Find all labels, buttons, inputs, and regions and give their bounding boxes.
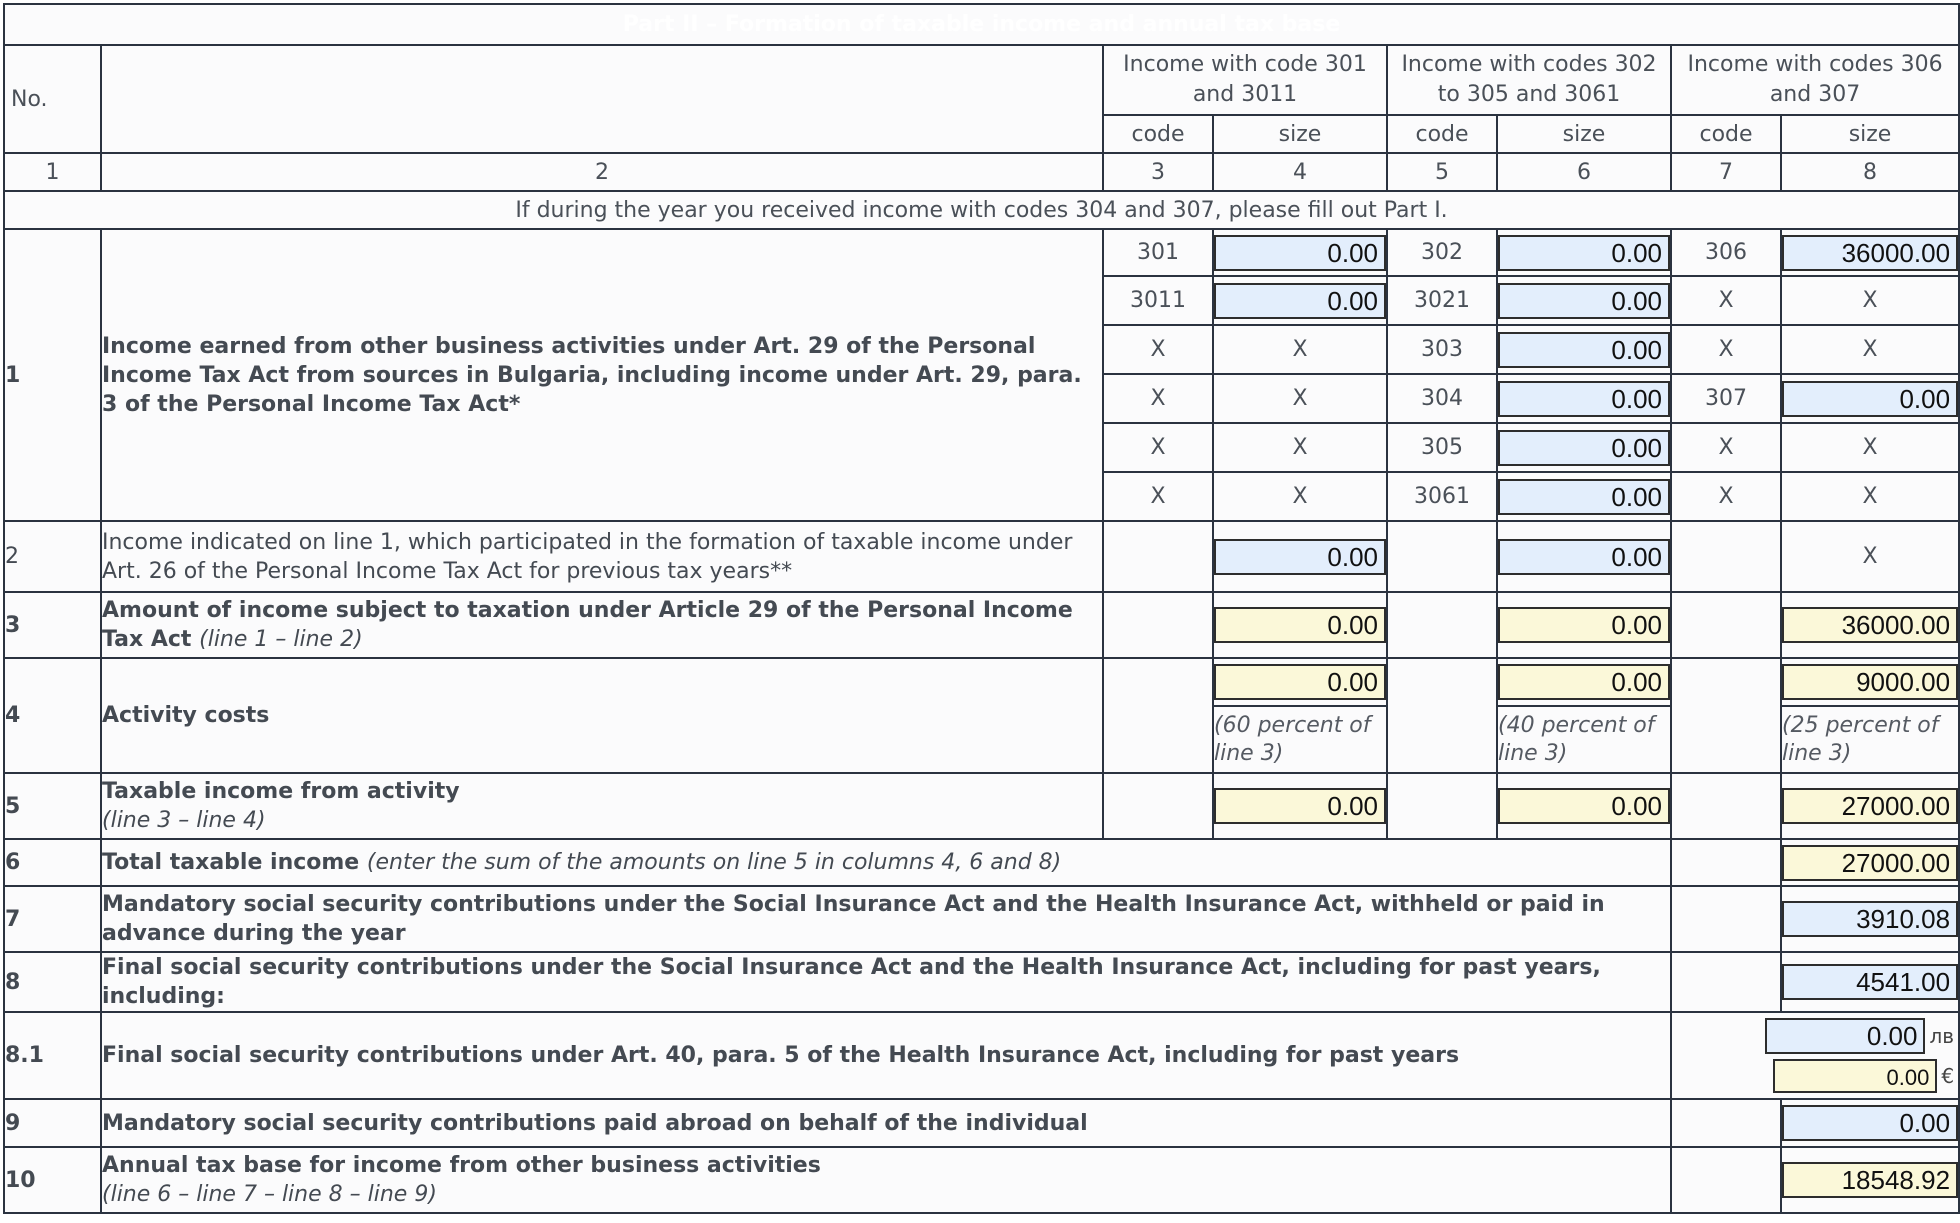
code-cell: 301: [1103, 229, 1213, 276]
not-applicable-cell: X: [1781, 276, 1959, 325]
row-number: 5: [4, 773, 101, 839]
header-code: code: [1103, 115, 1213, 153]
row5-description: [101, 773, 1103, 839]
header-code: code: [1387, 115, 1497, 153]
code-cell: 3061: [1387, 472, 1497, 521]
row81-eur-value: 0.00: [1773, 1059, 1937, 1093]
not-applicable-cell: X: [1781, 423, 1959, 472]
income-3061-input[interactable]: 0.00: [1498, 479, 1670, 515]
income-305-input[interactable]: 0.00: [1498, 430, 1670, 466]
row4-col4-value: 0.00: [1214, 664, 1386, 700]
not-applicable-cell: X: [1213, 423, 1387, 472]
not-applicable-cell: X: [1781, 521, 1959, 592]
contributions-abroad-input[interactable]: 0.00: [1782, 1105, 1958, 1141]
empty-cell: [1671, 773, 1781, 839]
not-applicable-cell: X: [1213, 325, 1387, 374]
empty-cell: [1671, 1147, 1781, 1213]
empty-cell: [1671, 1099, 1781, 1147]
empty-cell: [1671, 839, 1781, 886]
income-307-input[interactable]: 0.00: [1782, 381, 1958, 417]
header-code: code: [1671, 115, 1781, 153]
empty-cell: [1103, 521, 1213, 592]
empty-cell: [1387, 521, 1497, 592]
code-cell: 3011: [1103, 276, 1213, 325]
row81-values-cell: [1671, 1012, 1959, 1099]
row3-col6-value: 0.00: [1498, 607, 1670, 643]
row5-formula: (line 3 – line 4): [102, 808, 266, 833]
row3-description: [101, 592, 1103, 658]
row6-formula: (enter the sum of the amounts on line 5 in columns 4, 6 and 8): [366, 850, 1062, 875]
column-number: 8: [1781, 153, 1959, 191]
not-applicable-cell: X: [1103, 423, 1213, 472]
empty-cell: [1103, 773, 1213, 839]
header-group-306: Income with codes 306 and 307: [1671, 45, 1959, 115]
row3-label: Amount of income subject to taxation under Article 29 of the Personal Income Tax Act: [102, 598, 1073, 652]
column-number: 7: [1671, 153, 1781, 191]
not-applicable-cell: X: [1671, 472, 1781, 521]
row2-col4-input[interactable]: 0.00: [1214, 539, 1386, 575]
not-applicable-cell: X: [1213, 374, 1387, 423]
code-cell: 306: [1671, 229, 1781, 276]
row81-description: Final social security contributions under Art. 40, para. 5 of the Health Insurance Act, including for past years: [101, 1012, 1671, 1099]
not-applicable-cell: X: [1103, 472, 1213, 521]
header-description: [101, 45, 1103, 153]
code-cell: 302: [1387, 229, 1497, 276]
empty-cell: [1103, 592, 1213, 658]
not-applicable-cell: X: [1671, 276, 1781, 325]
empty-cell: [1671, 658, 1781, 773]
total-taxable-income-value: 27000.00: [1782, 845, 1958, 881]
eur-currency-label: €: [1941, 1063, 1955, 1088]
income-3021-input[interactable]: 0.00: [1498, 283, 1670, 319]
row4-col8-value: 9000.00: [1782, 664, 1958, 700]
not-applicable-cell: X: [1781, 472, 1959, 521]
code-cell: 307: [1671, 374, 1781, 423]
row3-col8-value: 36000.00: [1782, 607, 1958, 643]
not-applicable-cell: X: [1781, 325, 1959, 374]
row3-formula: (line 1 – line 2): [199, 627, 363, 652]
row9-description: Mandatory social security contributions paid abroad on behalf of the individual: [101, 1099, 1671, 1147]
empty-cell: [1671, 521, 1781, 592]
code-cell: 304: [1387, 374, 1497, 423]
part2-table: [3, 3, 1960, 1214]
code-cell: 305: [1387, 423, 1497, 472]
row4-col4-note: (60 percent of line 3): [1213, 706, 1387, 773]
empty-cell: [1103, 658, 1213, 773]
column-number: 5: [1387, 153, 1497, 191]
row6-label: Total taxable income: [102, 850, 360, 875]
empty-cell: [1387, 773, 1497, 839]
row2-description: Income indicated on line 1, which participated in the formation of taxable income under Art. 26 of the Personal Income Tax Act for previous tax years**: [101, 521, 1103, 592]
header-group-302: Income with codes 302 to 305 and 3061: [1387, 45, 1671, 115]
row4-col8-note: (25 percent of line 3): [1781, 706, 1959, 773]
row2-col6-input[interactable]: 0.00: [1498, 539, 1670, 575]
header-group-301: Income with code 301 and 3011: [1103, 45, 1387, 115]
empty-cell: [1671, 886, 1781, 952]
row-number: 1: [4, 229, 101, 521]
column-number: 6: [1497, 153, 1671, 191]
empty-cell: [1387, 592, 1497, 658]
column-number: 2: [101, 153, 1103, 191]
row5-label: Taxable income from activity: [102, 779, 460, 804]
row10-formula: (line 6 – line 7 – line 8 – line 9): [102, 1182, 437, 1207]
row-number: 7: [4, 886, 101, 952]
column-number: 1: [4, 153, 101, 191]
row5-col4-value: 0.00: [1214, 788, 1386, 824]
code-cell: 303: [1387, 325, 1497, 374]
annual-tax-base-value: 18548.92: [1782, 1162, 1958, 1198]
contributions-advance-input[interactable]: 3910.08: [1782, 901, 1958, 937]
row10-description: [101, 1147, 1671, 1213]
row-number: 10: [4, 1147, 101, 1213]
row4-col6-note: (40 percent of line 3): [1497, 706, 1671, 773]
column-number: 3: [1103, 153, 1213, 191]
income-301-input[interactable]: 0.00: [1214, 235, 1386, 271]
income-306-input[interactable]: 36000.00: [1782, 235, 1958, 271]
income-302-input[interactable]: 0.00: [1498, 235, 1670, 271]
row10-label: Annual tax base for income from other business activities: [102, 1153, 821, 1178]
row4-col6-value: 0.00: [1498, 664, 1670, 700]
row7-description: Mandatory social security contributions under the Social Insurance Act and the Health Insurance Act, withheld or paid in advance during the year: [101, 886, 1671, 952]
row4-description: Activity costs: [101, 658, 1103, 773]
row81-bgn-input[interactable]: 0.00: [1765, 1018, 1925, 1054]
row-number: 9: [4, 1099, 101, 1147]
code-cell: 3021: [1387, 276, 1497, 325]
not-applicable-cell: X: [1213, 472, 1387, 521]
row-number: 2: [4, 521, 101, 592]
final-contributions-input[interactable]: 4541.00: [1782, 964, 1958, 1000]
header-size: size: [1497, 115, 1671, 153]
bgn-currency-label: лв: [1929, 1023, 1955, 1048]
income-304-input[interactable]: 0.00: [1498, 381, 1670, 417]
row-number: 8: [4, 952, 101, 1012]
header-size: size: [1781, 115, 1959, 153]
row6-description: [101, 839, 1671, 886]
not-applicable-cell: X: [1671, 325, 1781, 374]
empty-cell: [1671, 952, 1781, 1012]
part1-notice: If during the year you received income with codes 304 and 307, please fill out Part I.: [4, 191, 1959, 229]
empty-cell: [1387, 658, 1497, 773]
not-applicable-cell: X: [1671, 423, 1781, 472]
section-title: Part II – Formation of taxable income and annual tax base: [4, 4, 1959, 45]
not-applicable-cell: X: [1103, 374, 1213, 423]
header-no: No.: [4, 45, 101, 153]
header-size: size: [1213, 115, 1387, 153]
row8-description: Final social security contributions under the Social Insurance Act and the Health Insurance Act, including for past years, including:: [101, 952, 1671, 1012]
income-303-input[interactable]: 0.00: [1498, 332, 1670, 368]
not-applicable-cell: X: [1103, 325, 1213, 374]
row5-col8-value: 27000.00: [1782, 788, 1958, 824]
income-3011-input[interactable]: 0.00: [1214, 283, 1386, 319]
row-number: 6: [4, 839, 101, 886]
row-number: 4: [4, 658, 101, 773]
empty-cell: [1671, 592, 1781, 658]
row-number: 8.1: [4, 1012, 101, 1099]
column-number: 4: [1213, 153, 1387, 191]
row1-description: Income earned from other business activities under Art. 29 of the Personal Income Tax Act from sources in Bulgaria, including income under Art. 29, para. 3 of the Personal Income Tax Act*: [101, 229, 1103, 521]
row5-col6-value: 0.00: [1498, 788, 1670, 824]
row3-col4-value: 0.00: [1214, 607, 1386, 643]
row-number: 3: [4, 592, 101, 658]
